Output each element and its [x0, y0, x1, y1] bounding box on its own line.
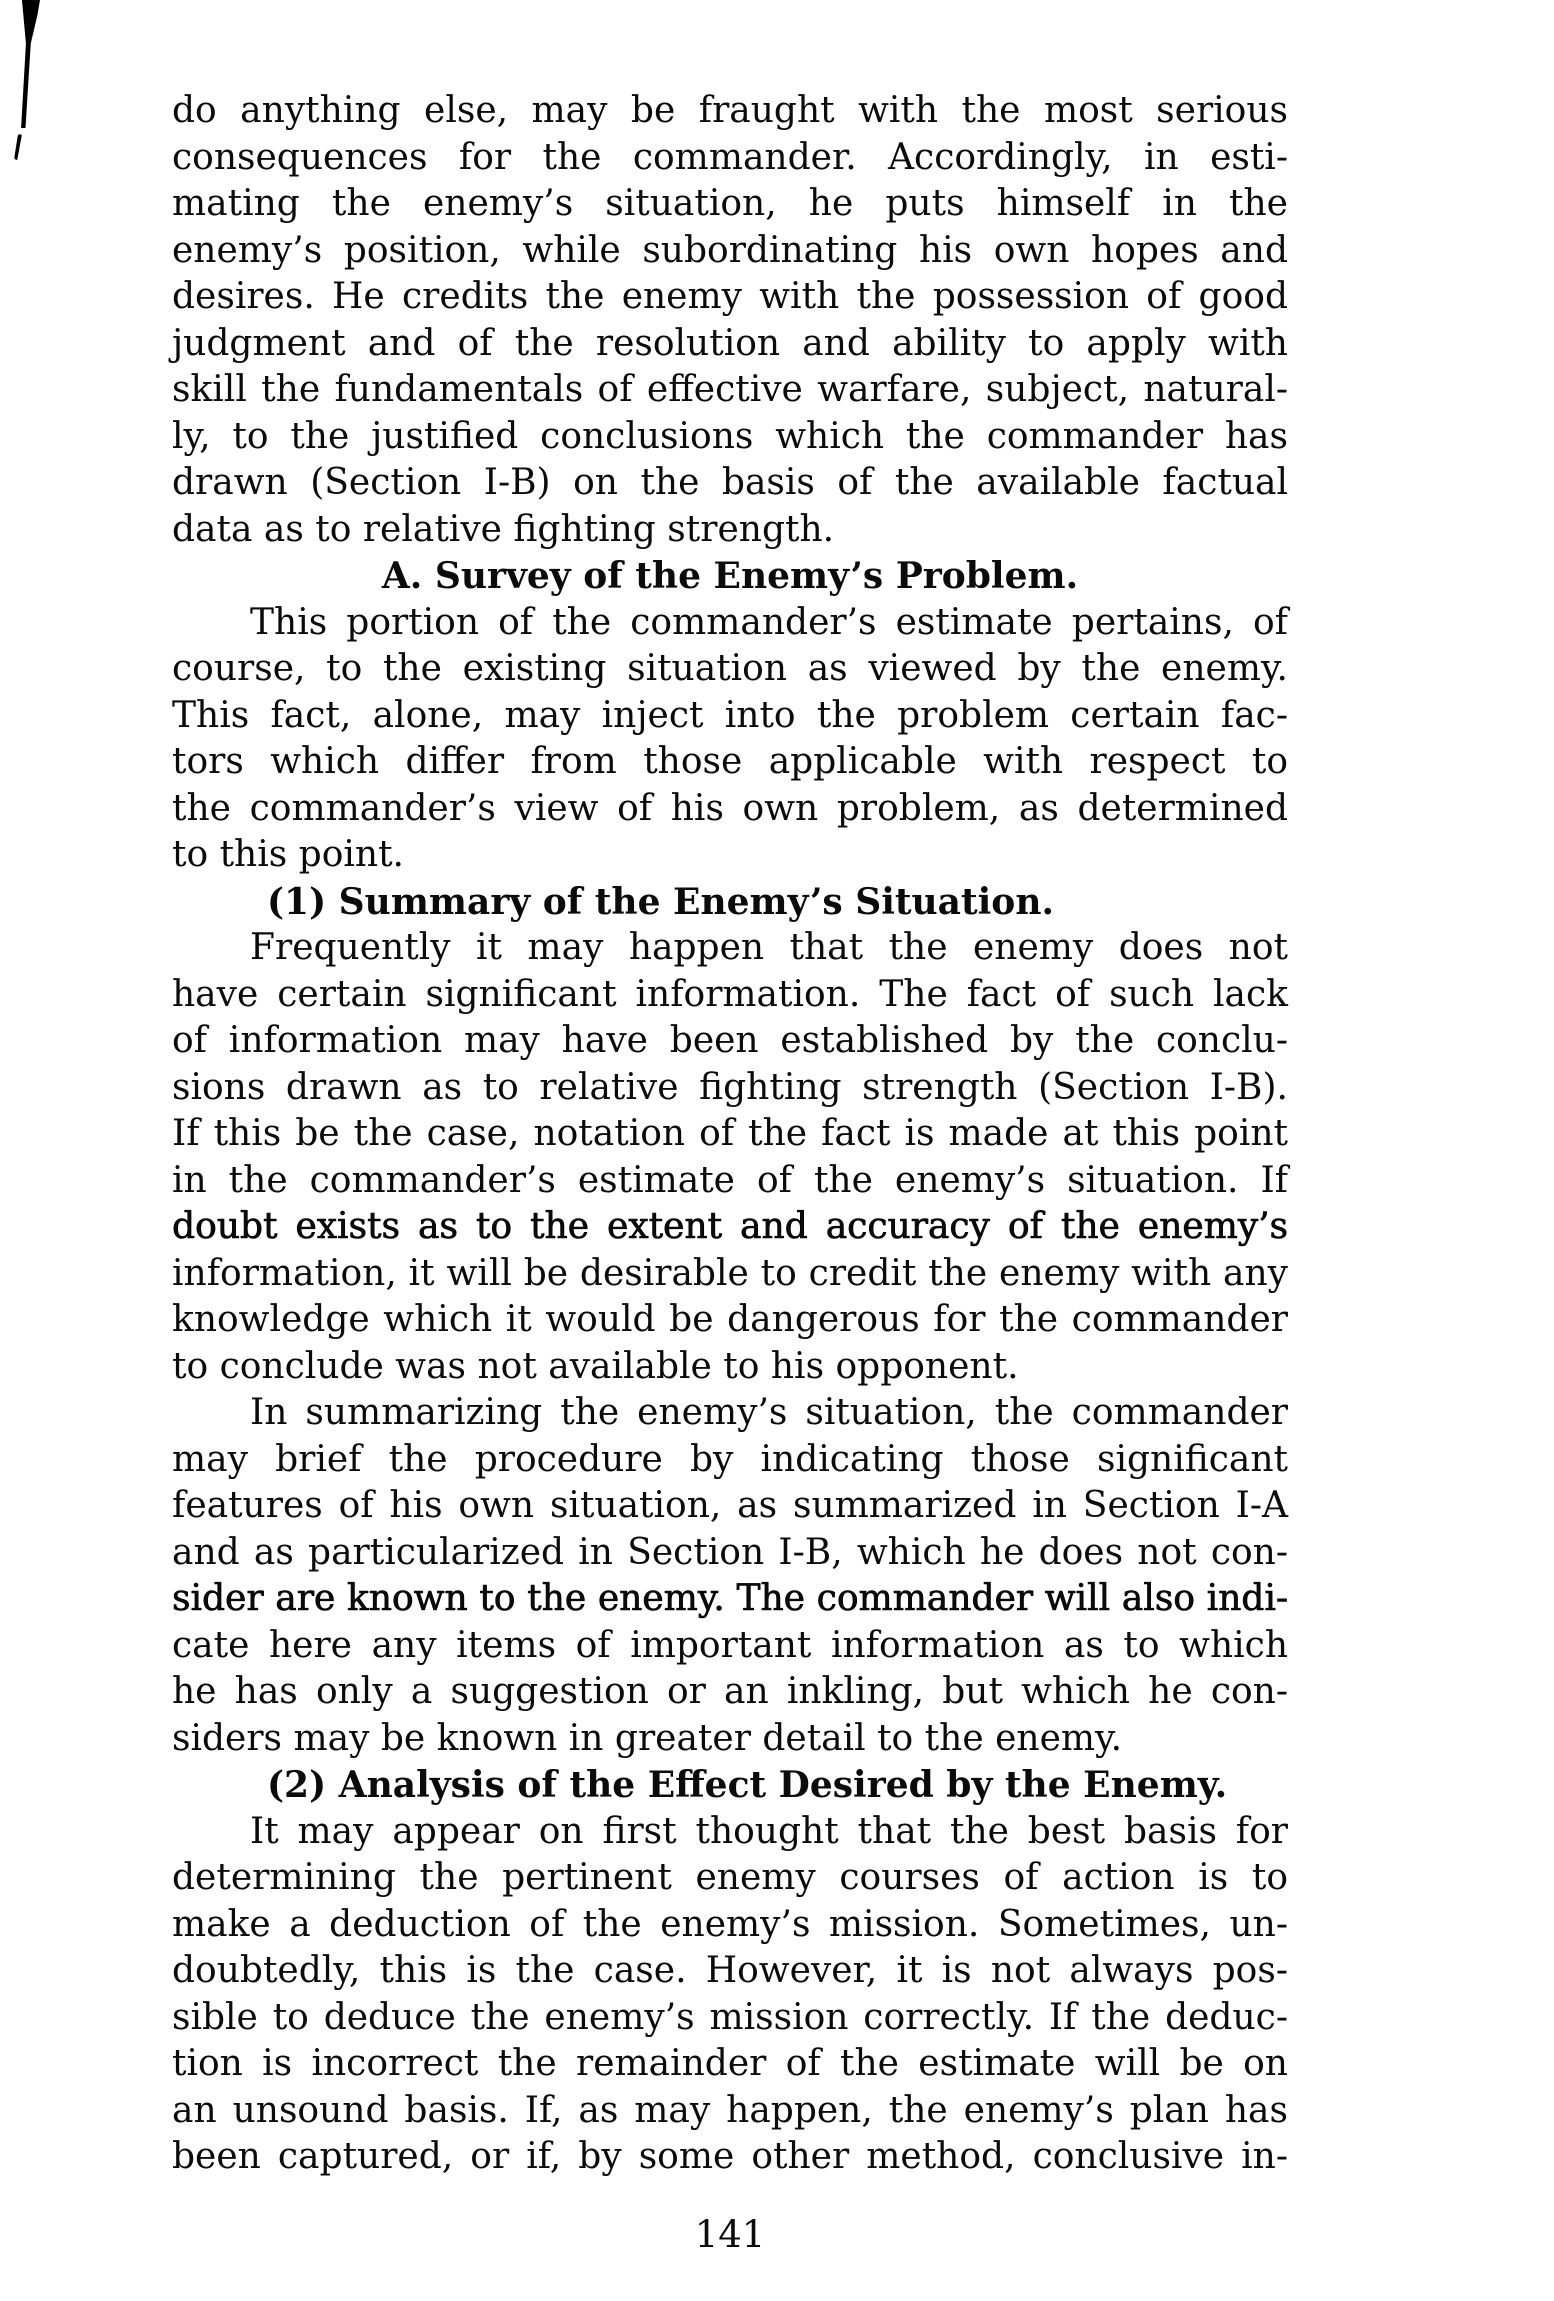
paragraph	[172, 1390, 1288, 1762]
text-line: This fact, alone, may inject into the problem certain fac-	[172, 694, 1288, 736]
scan-artifact-speck	[12, 134, 23, 161]
text-line: doubt exists as to the extent and accuracy of the enemy’s	[172, 1206, 1288, 1247]
text-line: course, to the existing situation as viewed by the enemy.	[172, 648, 1288, 689]
text-line: the commander’s view of his own problem, as determined	[172, 787, 1288, 829]
text-line: sible to deduce the enemy’s mission correctly. If the deduc-	[172, 1996, 1288, 2038]
text-line: been captured, or if, by some other method, conclusive in-	[172, 2136, 1288, 2177]
text-line: enemy’s position, while subordinating his own hopes and	[172, 229, 1288, 271]
text-line: In summarizing the enemy’s situation, the commander	[250, 1392, 1288, 1433]
text-line: siders may be known in greater detail to the enemy.	[172, 1717, 1123, 1759]
text-line: features of his own situation, as summarized in Section I-A	[172, 1485, 1288, 1526]
text-line: If this be the case, notation of the fact is made at this point	[172, 1113, 1288, 1154]
text-line: may brief the procedure by indicating those significant	[172, 1438, 1288, 1480]
text-line: knowledge which it would be dangerous for the commander	[172, 1299, 1288, 1340]
text-line: ly, to the justified conclusions which the commander has	[172, 415, 1288, 457]
section-heading: A. Survey of the Enemy’s Problem.	[381, 555, 1079, 597]
text-line: desires. He credits the enemy with the possession of good	[172, 276, 1288, 317]
scan-artifact-streak	[18, 0, 40, 128]
text-line: he has only a suggestion or an inkling, but which he con-	[172, 1671, 1288, 1712]
text-line: doubtedly, this is the case. However, it is not always pos-	[172, 1950, 1288, 1991]
text-line: sions drawn as to relative fighting strength (Section I-B).	[172, 1066, 1288, 1108]
text-block	[172, 88, 1288, 2181]
paragraph	[172, 1809, 1288, 2181]
text-line: cate here any items of important information as to which	[172, 1624, 1288, 1666]
text-line: and as particularized in Section I-B, which he does not con-	[172, 1531, 1288, 1573]
text-line: in the commander’s estimate of the enemy’s situation. If	[172, 1159, 1288, 1201]
section-heading: (1) Summary of the Enemy’s Situation.	[267, 880, 1055, 923]
text-line: tors which differ from those applicable with respect to	[172, 741, 1288, 782]
text-line: determining the pertinent enemy courses of action is to	[172, 1857, 1288, 1898]
text-line: information, it will be desirable to credit the enemy with any	[172, 1252, 1288, 1294]
text-line: skill the fundamentals of effective warfare, subject, natural-	[172, 369, 1288, 410]
text-line: make a deduction of the enemy’s mission. Sometimes, un-	[172, 1903, 1288, 1945]
text-line: It may appear on first thought that the best basis for	[250, 1810, 1288, 1852]
text-line: sider are known to the enemy. The commander will also indi-	[172, 1578, 1288, 1619]
text-line: of information may have been established by the conclu-	[172, 1020, 1288, 1061]
text-line: mating the enemy’s situation, he puts himself in the	[172, 183, 1288, 224]
text-line: to conclude was not available to his opponent.	[172, 1345, 1019, 1387]
text-line: tion is incorrect the remainder of the estimate will be on	[172, 2043, 1288, 2084]
text-line: judgment and of the resolution and ability to apply with	[172, 322, 1288, 364]
section-heading: (2) Analysis of the Effect Desired by the Enemy.	[267, 1764, 1228, 1806]
page-number: 141	[694, 2213, 766, 2256]
text-line: an unsound basis. If, as may happen, the enemy’s plan has	[172, 2089, 1288, 2131]
text-line: to this point.	[172, 834, 404, 875]
text-line: data as to relative fighting strength.	[172, 508, 835, 550]
text-line: This portion of the commander’s estimate pertains, of	[250, 601, 1288, 643]
text-line: consequences for the commander. Accordingly, in esti-	[172, 136, 1288, 178]
text-line: have certain significant information. The fact of such lack	[172, 973, 1288, 1015]
text-line: drawn (Section I-B) on the basis of the available factual	[172, 462, 1288, 503]
paragraph	[172, 925, 1288, 1390]
text-line: do anything else, may be fraught with the most serious	[172, 90, 1288, 131]
text-line: Frequently it may happen that the enemy does not	[250, 927, 1288, 968]
paragraph	[172, 88, 1288, 553]
paragraph	[172, 600, 1288, 879]
